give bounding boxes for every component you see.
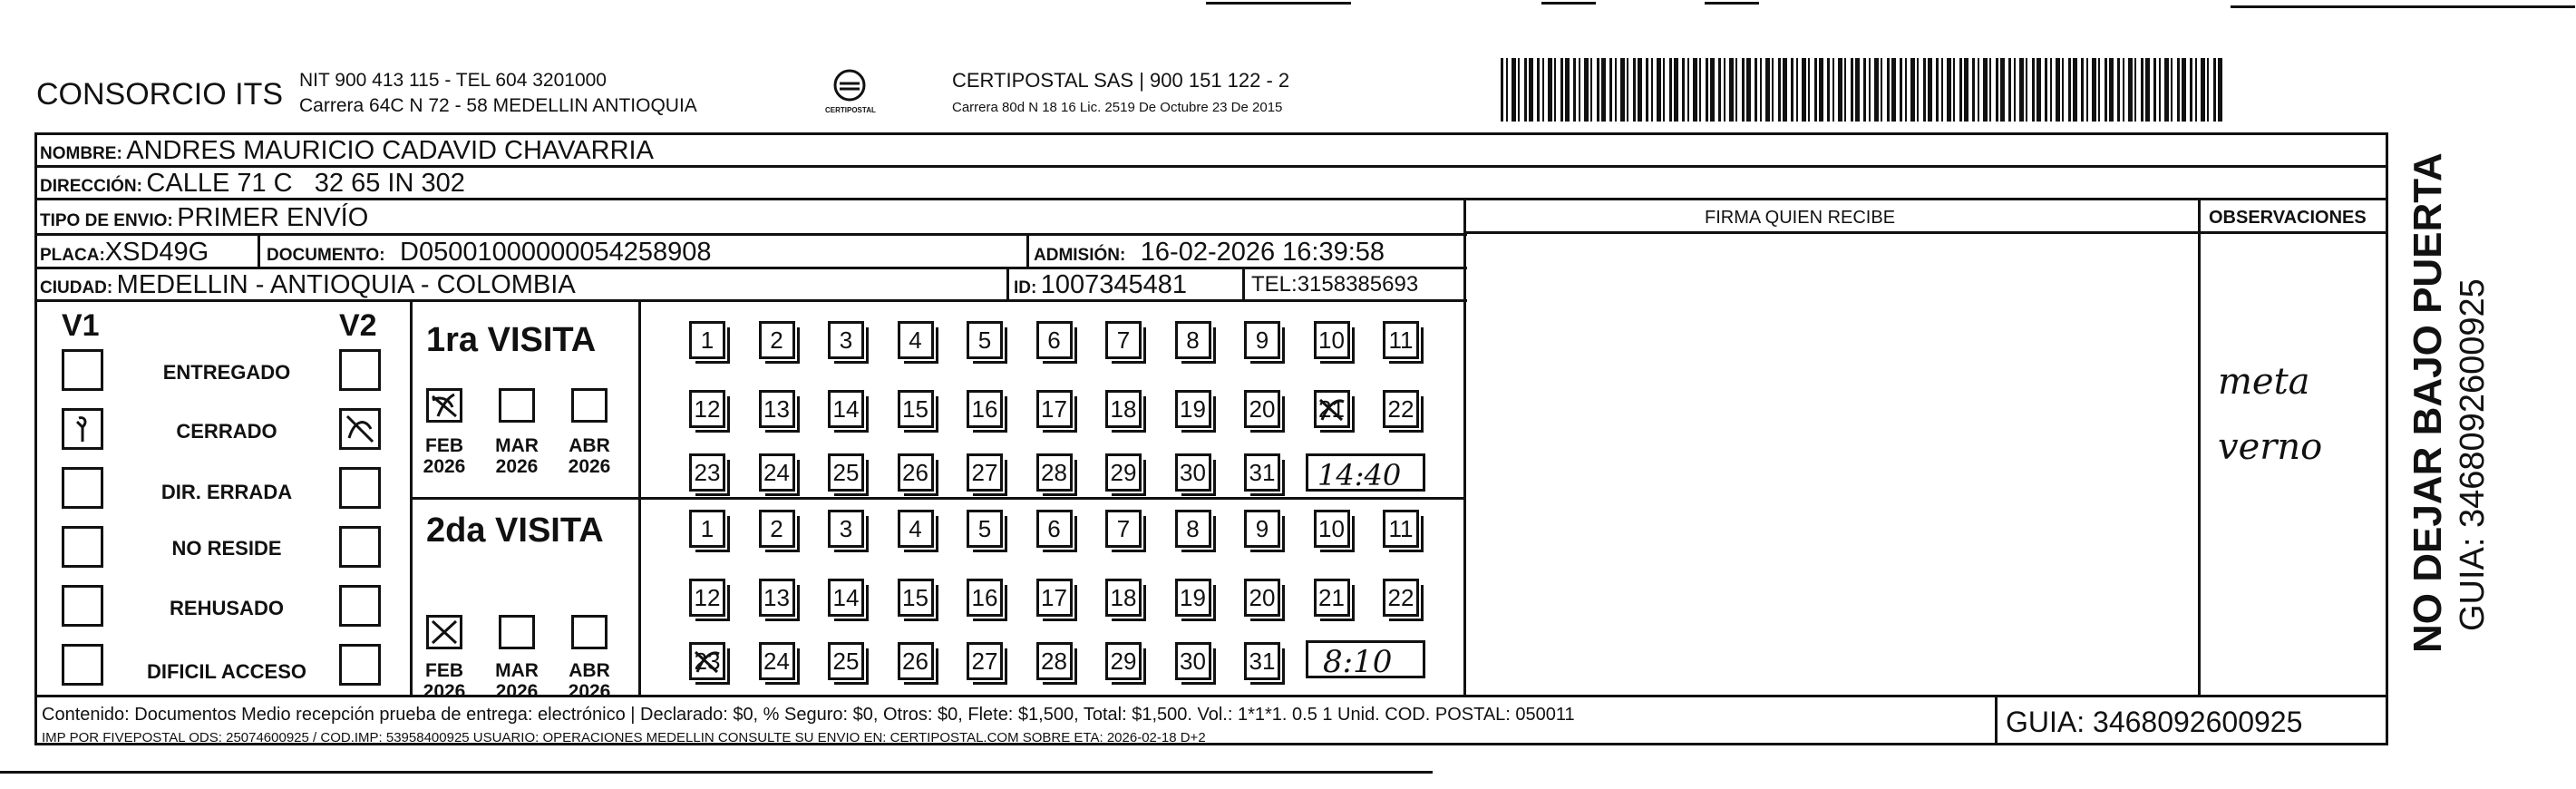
direccion-value: CALLE 71 C 32 65 IN 302 [146, 169, 465, 198]
day-box[interactable]: 8 [1175, 510, 1211, 548]
day-box[interactable]: 4 [898, 321, 934, 359]
v1-checkbox-dificil-acceso[interactable] [62, 644, 103, 686]
day-box[interactable]: 11 [1383, 510, 1419, 548]
day-box[interactable]: 31 [1244, 642, 1280, 680]
day-box[interactable]: 27 [967, 642, 1003, 680]
day-box[interactable]: 25 [828, 453, 864, 492]
footer-imp: IMP POR FIVEPOSTAL ODS: 25074600925 / COD.IMP: 53958400925 USUARIO: OPERACIONES MEDELLIN CONSULTE SU ENVIO EN: CERTIPOSTAL.COM SOBRE ETA: 2026-02-18 D+2 [42, 730, 1206, 745]
tipo-value: PRIMER ENVÍO [177, 203, 369, 232]
scan-mark [1206, 2, 1351, 5]
ciudad-value: MEDELLIN - ANTIOQUIA - COLOMBIA [116, 270, 576, 299]
day-box[interactable]: 15 [898, 579, 934, 617]
day-box[interactable]: 19 [1175, 579, 1211, 617]
day-box[interactable]: 1 [689, 321, 725, 359]
day-box[interactable]: 22 [1383, 390, 1419, 428]
placa-value: XSD49G [104, 238, 209, 267]
v2-month-mar-box[interactable] [499, 615, 535, 649]
side-vertical-text [2406, 152, 2508, 653]
v1-checkbox-entregado[interactable] [62, 349, 103, 391]
day-box[interactable]: 20 [1244, 579, 1280, 617]
day-check-mark [1317, 393, 1347, 425]
documento-value: D05001000000054258908 [400, 238, 712, 267]
day-box[interactable]: 19 [1175, 390, 1211, 428]
status-entregado: ENTREGADO [162, 361, 291, 384]
day-box[interactable]: 10 [1314, 321, 1350, 359]
v1-time-handwritten: 14:40 [1317, 458, 1402, 492]
observations-handwritten: meta verno [2218, 361, 2323, 468]
day-box[interactable]: 26 [898, 453, 934, 492]
v1-time-box[interactable] [1306, 453, 1425, 492]
v1-header: V1 [62, 308, 100, 343]
v1-month-feb-box[interactable] [426, 388, 462, 423]
v2-checkbox-cerrado[interactable] [339, 408, 381, 450]
v1-month-feb-label: FEB 2026 [423, 435, 466, 478]
day-box[interactable]: 13 [759, 579, 795, 617]
footer-guia: GUIA: 3468092600925 [2006, 706, 2303, 738]
day-box[interactable]: 30 [1175, 453, 1211, 492]
direccion-label: DIRECCIÓN: [40, 177, 142, 196]
day-box[interactable]: 27 [967, 453, 1003, 492]
v2-month-abr-box[interactable] [571, 615, 608, 649]
v1-month-abr-box[interactable] [571, 388, 608, 423]
scan-mark [2231, 5, 2575, 8]
day-box[interactable]: 3 [828, 321, 864, 359]
side-title: NO DEJAR BAJO PUERTA [2406, 152, 2450, 653]
day-box[interactable]: 24 [759, 453, 795, 492]
day-box[interactable]: 12 [689, 579, 725, 617]
day-box[interactable]: 14 [828, 390, 864, 428]
v2-checkbox-no-reside[interactable] [339, 526, 381, 568]
day-box[interactable]: 9 [1244, 510, 1280, 548]
scan-mark [1541, 2, 1596, 5]
v2-month-feb-box[interactable] [426, 615, 462, 649]
v1-checkbox-cerrado[interactable] [62, 408, 103, 450]
v1-month-mar-label: MAR 2026 [495, 435, 539, 478]
company-name: CONSORCIO ITS [36, 77, 284, 112]
placa-label: PLACA: [40, 246, 105, 265]
nombre-label: NOMBRE: [40, 144, 122, 163]
tipo-label: TIPO DE ENVIO: [40, 211, 173, 230]
v2-checkbox-entregado[interactable] [339, 349, 381, 391]
bottom-rule [0, 771, 1433, 774]
day-box[interactable]: 2 [759, 321, 795, 359]
day-box[interactable]: 28 [1036, 453, 1073, 492]
day-box[interactable]: 10 [1314, 510, 1350, 548]
day-box[interactable]: 31 [1244, 453, 1280, 492]
tel-value: 3158385693 [1297, 272, 1419, 297]
day-box[interactable]: 23 [689, 453, 725, 492]
id-label: ID: [1014, 278, 1037, 297]
certi-name: CERTIPOSTAL SAS | 900 151 122 - 2 [952, 69, 1290, 92]
day-box[interactable]: 16 [967, 390, 1003, 428]
day-box[interactable]: 5 [967, 321, 1003, 359]
day-box[interactable]: 11 [1383, 321, 1419, 359]
day-box[interactable]: 26 [898, 642, 934, 680]
first-visit-title: 1ra VISITA [426, 321, 597, 359]
day-box[interactable]: 7 [1105, 510, 1142, 548]
v1-checkbox-rehusado[interactable] [62, 585, 103, 627]
nit-line: NIT 900 413 115 - TEL 604 3201000 [299, 70, 607, 91]
day-box[interactable]: 18 [1105, 390, 1142, 428]
day-box[interactable]: 17 [1036, 390, 1073, 428]
logo-text: CERTIPOSTAL [825, 106, 876, 114]
day-box[interactable]: 17 [1036, 579, 1073, 617]
day-box[interactable]: 4 [898, 510, 934, 548]
footer-contenido: Contenido: Documentos Medio recepción prueba de entrega: electrónico | Declarado: $0, % Seguro: $0, Otros: $0, Flete: $1,500, Total: $1,500. Vol.: 1*1*1. 0.5 1 Unid. COD. POSTAL: 050011 [42, 705, 1575, 725]
v1-checkbox-no-reside[interactable] [62, 526, 103, 568]
certipostal-logo [823, 67, 876, 120]
day-box[interactable]: 3 [828, 510, 864, 548]
day-box[interactable]: 5 [967, 510, 1003, 548]
form-frame [34, 132, 2388, 745]
scan-mark [1705, 2, 1759, 5]
day-box[interactable]: 16 [967, 579, 1003, 617]
day-box[interactable]: 8 [1175, 321, 1211, 359]
day-box[interactable]: 21 [1314, 390, 1350, 428]
day-box[interactable]: 20 [1244, 390, 1280, 428]
status-dir-errada: DIR. ERRADA [160, 481, 293, 503]
address-line: Carrera 64C N 72 - 58 MEDELLIN ANTIOQUIA [299, 95, 697, 116]
day-box[interactable]: 23 [689, 642, 725, 680]
v1-month-abr-label: ABR 2026 [568, 435, 611, 478]
day-box[interactable]: 29 [1105, 642, 1142, 680]
day-box[interactable]: 9 [1244, 321, 1280, 359]
v2-checkbox-dir-errada[interactable] [339, 467, 381, 509]
day-box[interactable]: 21 [1314, 579, 1350, 617]
ciudad-label: CIUDAD: [40, 278, 113, 297]
day-box[interactable]: 14 [828, 579, 864, 617]
v1-month-mar-box[interactable] [499, 388, 535, 423]
day-box[interactable]: 18 [1105, 579, 1142, 617]
v2-month-feb-label: FEB 2026 [423, 660, 466, 703]
day-box[interactable]: 25 [828, 642, 864, 680]
day-box[interactable]: 6 [1036, 510, 1073, 548]
obs-label: OBSERVACIONES [2209, 208, 2367, 228]
documento-label: DOCUMENTO: [267, 246, 385, 265]
day-box[interactable]: 22 [1383, 579, 1419, 617]
admision-value: 16-02-2026 16:39:58 [1140, 238, 1385, 267]
tel-label: TEL: [1251, 272, 1298, 297]
day-box[interactable]: 7 [1105, 321, 1142, 359]
day-box[interactable]: 2 [759, 510, 795, 548]
day-box[interactable]: 15 [898, 390, 934, 428]
v2-checkbox-rehusado[interactable] [339, 585, 381, 627]
v2-month-abr-label: ABR 2026 [568, 660, 611, 703]
second-visit-title: 2da VISITA [426, 511, 604, 550]
day-box[interactable]: 30 [1175, 642, 1211, 680]
v2-time-box[interactable] [1306, 640, 1425, 678]
v2-header: V2 [339, 308, 377, 343]
v2-checkbox-dificil-acceso[interactable] [339, 644, 381, 686]
firma-label: FIRMA QUIEN RECIBE [1705, 208, 1896, 228]
day-box[interactable]: 13 [759, 390, 795, 428]
status-dificil-acceso: DIFICIL ACCESO [146, 660, 306, 683]
day-box[interactable]: 1 [689, 510, 725, 548]
side-guia: GUIA: 3468092600925 [2454, 278, 2492, 631]
day-box[interactable]: 24 [759, 642, 795, 680]
nombre-value: ANDRES MAURICIO CADAVID CHAVARRIA [126, 136, 654, 165]
status-cerrado: CERRADO [176, 420, 277, 443]
day-box[interactable]: 29 [1105, 453, 1142, 492]
admision-label: ADMISIÓN: [1034, 246, 1126, 265]
id-value: 1007345481 [1040, 270, 1188, 299]
day-box[interactable]: 28 [1036, 642, 1073, 680]
day-check-mark [692, 645, 723, 677]
barcode [1501, 58, 2226, 122]
status-rehusado: REHUSADO [170, 597, 284, 619]
v2-time-handwritten: 8:10 [1323, 644, 1393, 680]
certi-address: Carrera 80d N 18 16 Lic. 2519 De Octubre 23 De 2015 [952, 100, 1283, 115]
day-box[interactable]: 6 [1036, 321, 1073, 359]
v1-checkbox-dir-errada[interactable] [62, 467, 103, 509]
v2-month-mar-label: MAR 2026 [495, 660, 539, 703]
status-no-reside: NO RESIDE [171, 537, 282, 560]
day-box[interactable]: 12 [689, 390, 725, 428]
